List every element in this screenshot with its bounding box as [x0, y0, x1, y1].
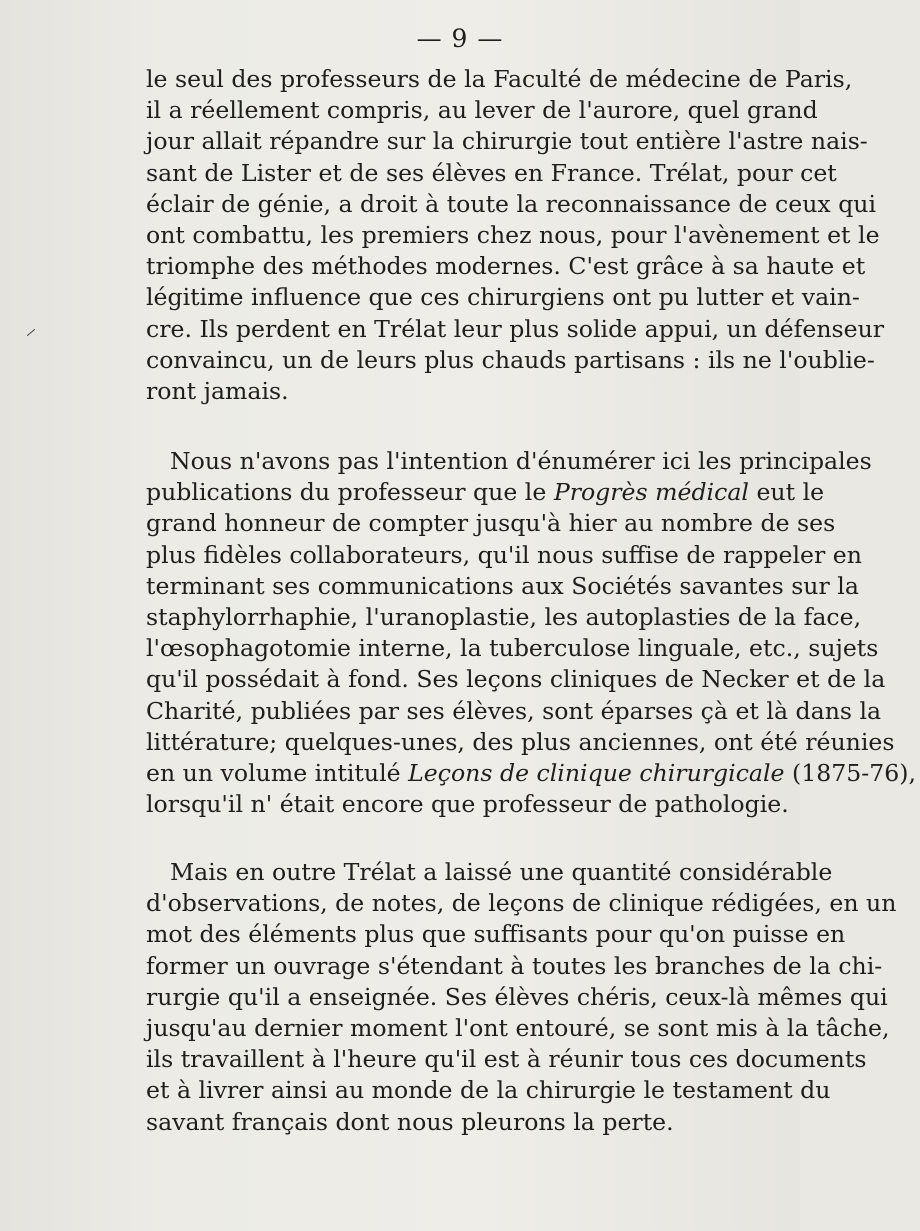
text-line: ils travaillent à l'heure qu'il est à réunir tous ces documents	[146, 1045, 867, 1074]
paragraph-2	[146, 446, 916, 820]
text-line: savant français dont nous pleurons la perte.	[146, 1107, 674, 1136]
text-line: lorsqu'il n' était encore que professeur de pathologie.	[146, 790, 789, 819]
text-line: Mais en outre Trélat a laissé une quantité considérable	[170, 858, 833, 886]
text-line: Charité, publiées par ses élèves, sont éparses çà et là dans la	[146, 696, 882, 725]
text-line: qu'il possédait à fond. Ses leçons cliniques de Necker et de la	[146, 665, 886, 694]
text-line: et à livrer ainsi au monde de la chirurgie le testament du	[146, 1076, 831, 1105]
text-line: plus fidèles collaborateurs, qu'il nous suffise de rappeler en	[146, 540, 862, 569]
text-line: ront jamais.	[146, 377, 289, 406]
paragraph-1	[146, 64, 885, 407]
book-title: Leçons de clinique chirurgicale	[408, 759, 785, 788]
text-line: légitime influence que ces chirurgiens ont pu lutter et vain-	[146, 283, 860, 312]
text-line: terminant ses communications aux Sociétés savantes sur la	[146, 571, 859, 600]
text-line: mot des éléments plus que suffisants pour qu'on puisse en	[146, 920, 846, 949]
text-line: l'œsophagotomie interne, la tuberculose linguale, etc., sujets	[146, 634, 879, 663]
text-line: le seul des professeurs de la Faculté de médecine de Paris,	[146, 65, 853, 93]
text-line: rurgie qu'il a enseignée. Ses élèves chéris, ceux-là mêmes qui	[146, 982, 888, 1011]
text-line: former un ouvrage s'étendant à toutes les branches de la chi-	[146, 951, 883, 980]
text-segment: (1875-76),	[792, 759, 916, 788]
journal-title: Progrès médical	[553, 478, 749, 507]
text-line: d'observations, de notes, de leçons de clinique rédigées, en un	[146, 889, 897, 918]
text-segment: publications du professeur que le	[146, 478, 547, 507]
text-line: cre. Ils perdent en Trélat leur plus solide appui, un défenseur	[146, 314, 885, 343]
text-line-with-journal	[146, 477, 825, 508]
page-number: — 9 —	[416, 24, 504, 53]
text-line: littérature; quelques-unes, des plus anciennes, ont été réunies	[146, 727, 895, 756]
text-line: Nous n'avons pas l'intention d'énumérer ici les principales	[170, 447, 872, 475]
text-line: triomphe des méthodes modernes. C'est grâce à sa haute et	[146, 252, 866, 281]
text-line: ont combattu, les premiers chez nous, pour l'avènement et le	[146, 221, 880, 250]
text-segment: en un volume intitulé	[146, 759, 401, 788]
text-line: grand honneur de compter jusqu'à hier au nombre de ses	[146, 509, 836, 538]
text-line-with-book	[146, 758, 916, 789]
paragraph-3	[146, 857, 897, 1138]
text-line: convaincu, un de leurs plus chauds partisans : ils ne l'oublie-	[146, 345, 875, 374]
text-line: il a réellement compris, au lever de l'aurore, quel grand	[146, 96, 818, 125]
text-line: sant de Lister et de ses élèves en France. Trélat, pour cet	[146, 158, 837, 187]
margin-mark	[27, 329, 35, 336]
text-line: staphylorrhaphie, l'uranoplastie, les autoplasties de la face,	[146, 603, 862, 632]
text-segment: eut le	[756, 478, 825, 507]
text-line: jour allait répandre sur la chirurgie tout entière l'astre nais-	[146, 127, 868, 156]
text-line: jusqu'au dernier moment l'ont entouré, se sont mis à la tâche,	[146, 1014, 890, 1043]
text-line: éclair de génie, a droit à toute la reconnaissance de ceux qui	[146, 189, 877, 218]
